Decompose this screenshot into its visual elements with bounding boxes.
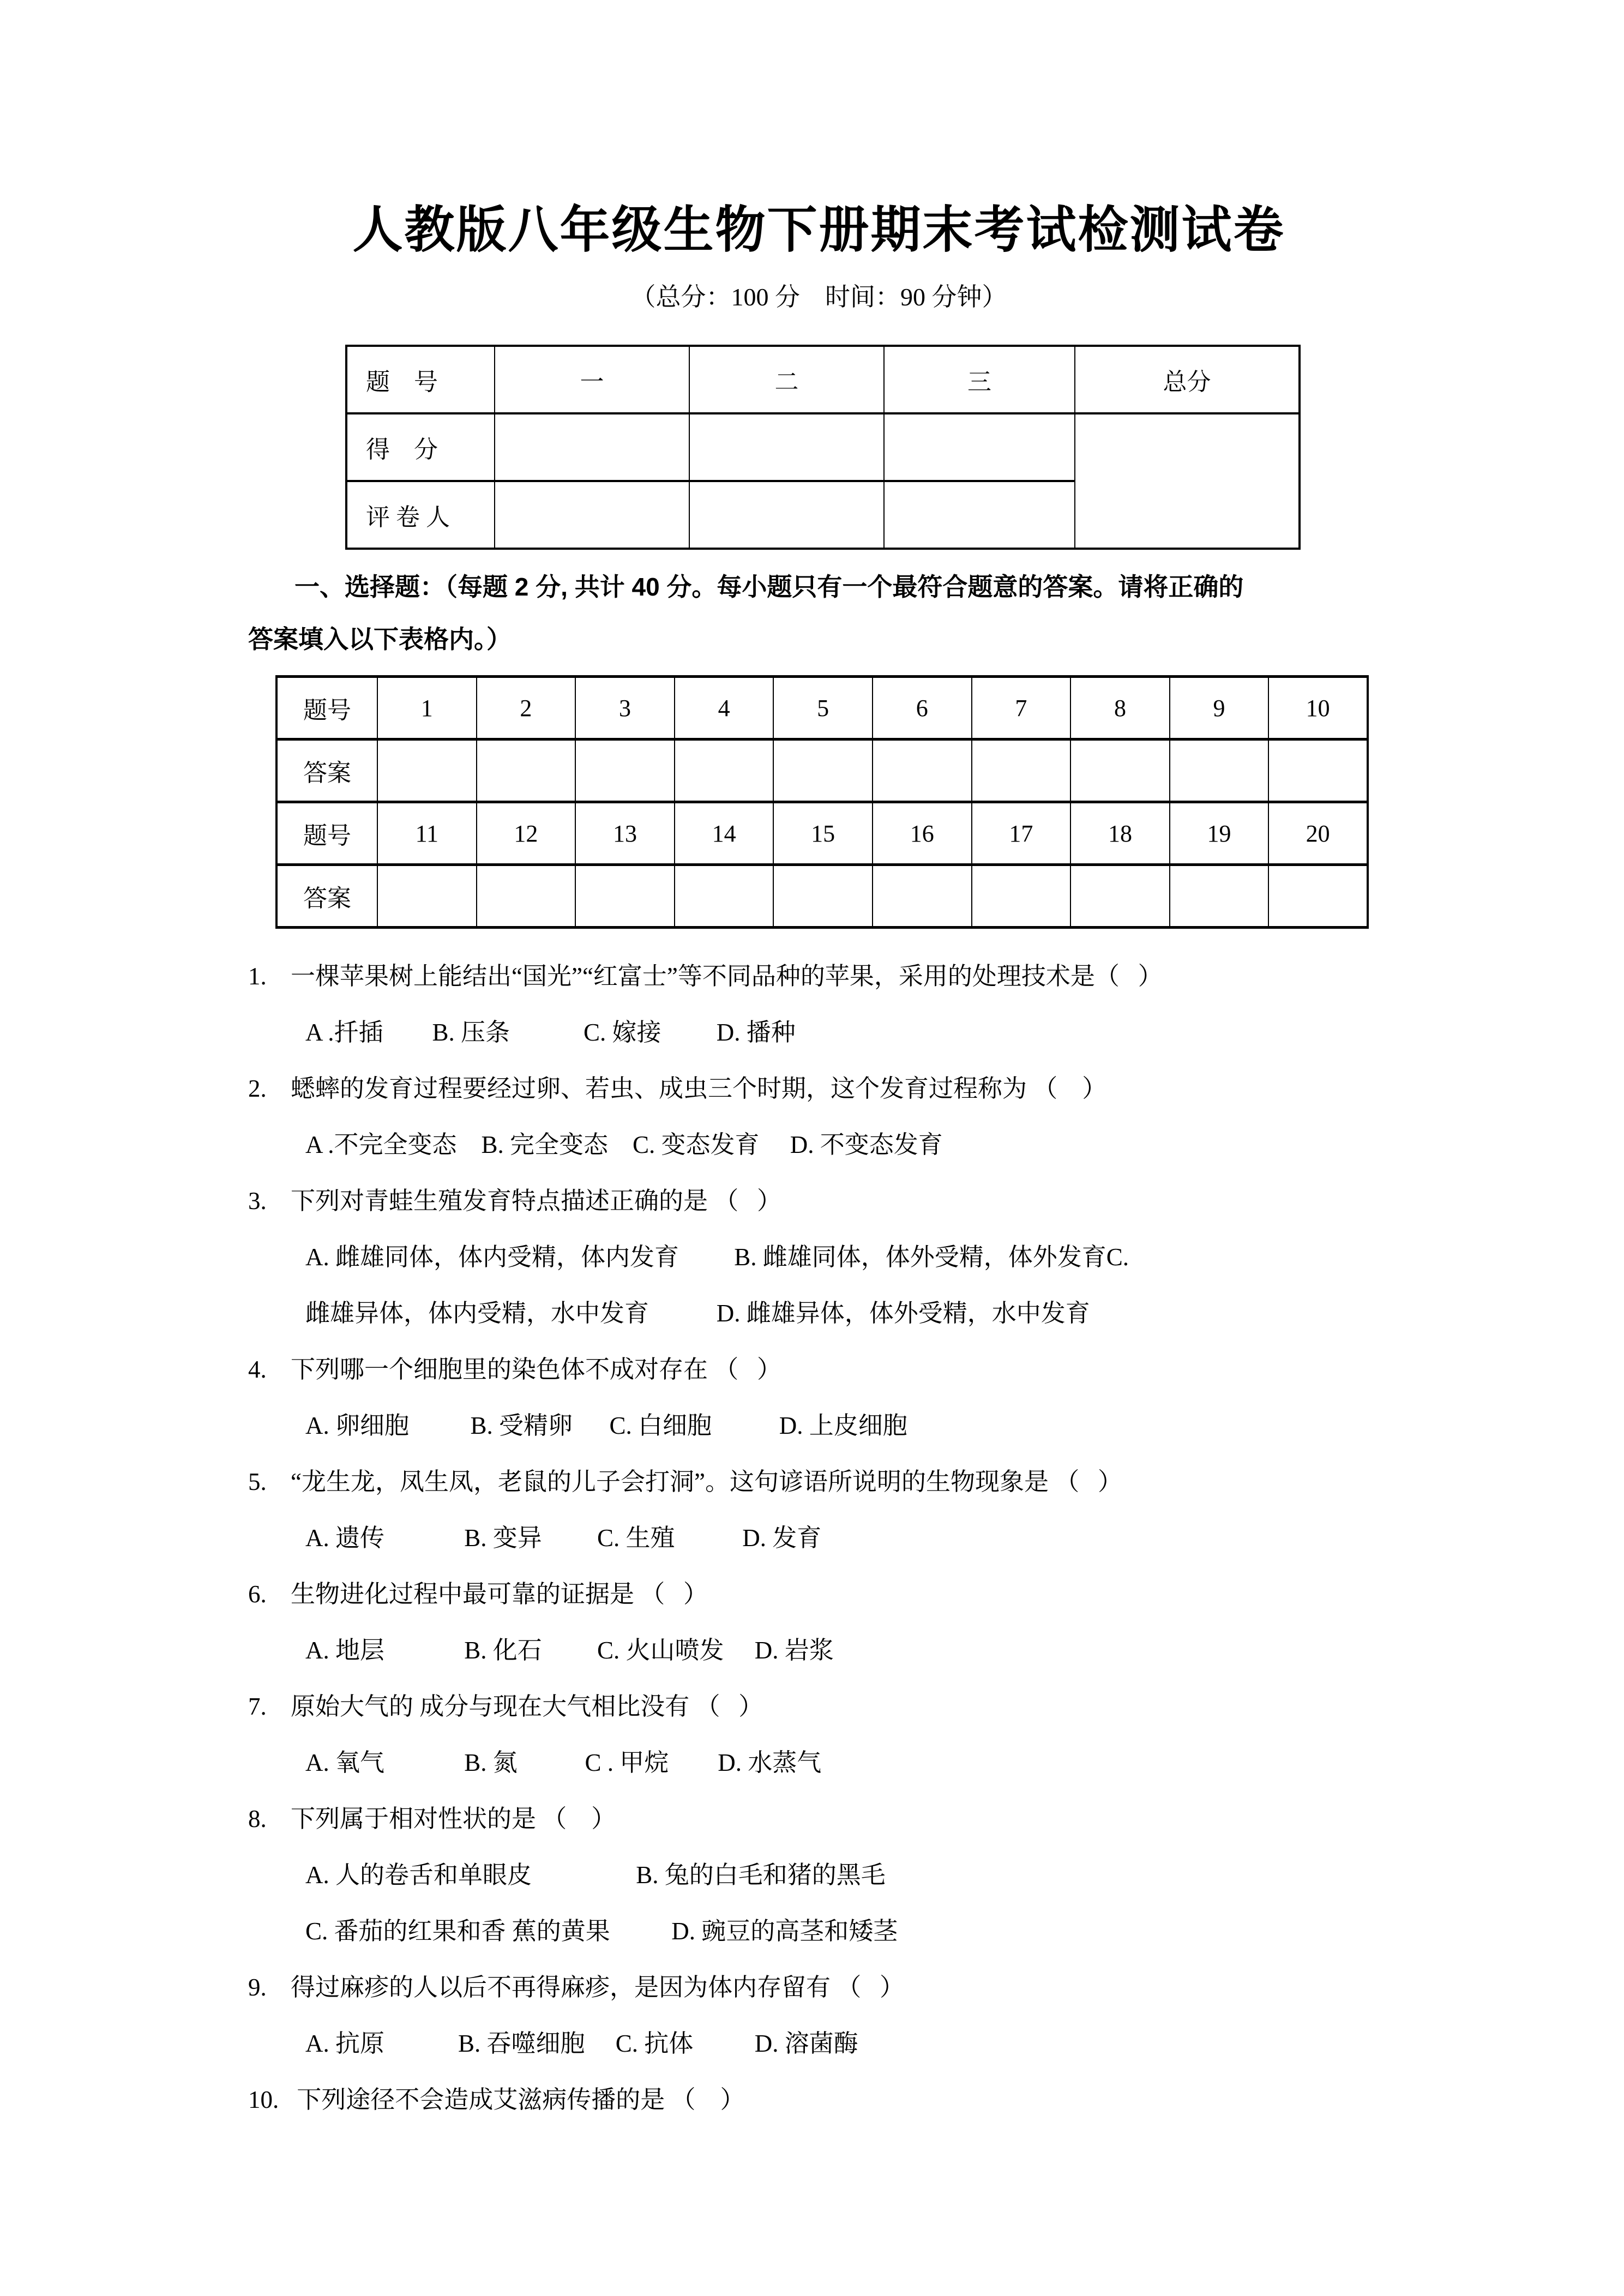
option-line: A. 遗传 B. 变异 C. 生殖 D. 发育 (305, 1524, 822, 1552)
question-number-cell: 20 (1268, 802, 1368, 865)
answer-blank-cell (1070, 865, 1170, 928)
answer-blank-cell (972, 740, 1071, 802)
score-table (345, 345, 1301, 550)
answer-blank-cell (377, 740, 477, 802)
option-line: 雌雄异体，体内受精，水中发育 D. 雌雄异体，体外受精，水中发育 (305, 1300, 1090, 1327)
question-number: 6. (248, 1580, 267, 1608)
score-table-header-row (346, 346, 1300, 413)
answer-blank-cell (1170, 865, 1269, 928)
option-line: A. 氧气 B. 氮 C . 甲烷 D. 水蒸气 (305, 1749, 822, 1776)
answer-blank-cell (1268, 740, 1368, 802)
score-cell-empty (884, 481, 1075, 549)
option-line: A. 卵细胞 B. 受精卵 C. 白细胞 D. 上皮细胞 (305, 1412, 907, 1439)
question-number-cell: 12 (477, 802, 576, 865)
question-text: 生物进化过程中最可靠的证据是 （ ） (291, 1580, 708, 1608)
answer-table-number-row-2 (276, 802, 1368, 865)
score-cell-empty (495, 481, 689, 549)
question-number: 5. (248, 1468, 267, 1495)
option-line: A. 人的卷舌和单眼皮 B. 兔的白毛和猪的黑毛 (305, 1861, 886, 1889)
question-number-cell: 11 (377, 802, 477, 865)
answer-blank-cell (773, 740, 873, 802)
question-3 (248, 1173, 1390, 1342)
question-number-cell: 17 (972, 802, 1071, 865)
score-header-total: 总分 (1075, 346, 1300, 413)
question-text: 下列属于相对性状的是 （ ） (291, 1805, 616, 1832)
answer-blank-cell (1268, 865, 1368, 928)
answer-blank-cell (1170, 740, 1269, 802)
question-text: 蟋蟀的发育过程要经过卵、若虫、成虫三个时期，这个发育过程称为 （ ） (291, 1075, 1107, 1102)
question-4 (248, 1342, 1390, 1454)
question-text: 原始大气的 成分与现在大气相比没有 （ ） (291, 1693, 763, 1720)
section-heading-line1: 一、选择题：（每题 2 分, 共计 40 分。每小题只有一个最符合题意的答案。请将正确的 (294, 573, 1244, 601)
answer-table-answer-row-1 (276, 740, 1368, 802)
score-cell-empty (495, 413, 689, 481)
question-number: 8. (248, 1805, 267, 1832)
question-10 (248, 2072, 1390, 2128)
score-label-pingjuanren: 评 卷 人 (346, 481, 495, 549)
score-cell-empty (884, 413, 1075, 481)
question-2 (248, 1061, 1390, 1173)
question-number-cell: 14 (675, 802, 774, 865)
answer-blank-cell (1070, 740, 1170, 802)
answer-blank-cell (477, 740, 576, 802)
question-number-cell: 3 (575, 677, 675, 740)
question-number-cell: 1 (377, 677, 477, 740)
question-number-cell: 7 (972, 677, 1071, 740)
question-9 (248, 1960, 1390, 2072)
question-number-cell: 4 (675, 677, 774, 740)
question-7 (248, 1679, 1390, 1791)
answer-blank-cell (873, 740, 972, 802)
question-number: 2. (248, 1075, 267, 1102)
answer-table-number-row-1 (276, 677, 1368, 740)
question-text: 下列哪一个细胞里的染色体不成对存在 （ ） (291, 1356, 782, 1383)
question-number: 9. (248, 1974, 267, 2001)
question-5 (248, 1454, 1390, 1566)
question-number-cell: 5 (773, 677, 873, 740)
answer-blank-cell (773, 865, 873, 928)
score-cell-empty (689, 481, 884, 549)
answer-blank-cell (377, 865, 477, 928)
question-number-cell: 2 (477, 677, 576, 740)
score-label-defen: 得 分 (346, 413, 495, 481)
page-subtitle: （总分：100 分 时间：90 分钟） (630, 283, 1007, 311)
answer-table-answer-row-2 (276, 865, 1368, 928)
question-text: 一棵苹果树上能结出“国光”“红富士”等不同品种的苹果，采用的处理技术是（ ） (291, 963, 1163, 990)
question-list (248, 948, 1390, 2128)
question-number-cell: 18 (1070, 802, 1170, 865)
question-number: 3. (248, 1187, 267, 1215)
answer-blank-cell (575, 865, 675, 928)
score-cell-empty (689, 413, 884, 481)
answer-blank-cell (873, 865, 972, 928)
option-line: A .扦插 B. 压条 C. 嫁接 D. 播种 (305, 1019, 796, 1046)
section-one-heading (248, 561, 1390, 665)
question-number-cell: 15 (773, 802, 873, 865)
question-number-cell: 13 (575, 802, 675, 865)
score-table-defen-row (346, 413, 1300, 481)
question-number: 4. (248, 1356, 267, 1383)
question-number-cell: 8 (1070, 677, 1170, 740)
answer-blank-cell (972, 865, 1071, 928)
score-header-part3: 三 (884, 346, 1075, 413)
answer-blank-cell (675, 865, 774, 928)
question-text: 得过麻疹的人以后不再得麻疹，是因为体内存留有 （ ） (291, 1974, 905, 2001)
option-line: A. 雌雄同体，体内受精，体内发育 B. 雌雄同体，体外受精，体外发育C. (305, 1243, 1129, 1271)
answer-table-number-label: 题号 (276, 802, 377, 865)
question-text: “龙生龙，凤生凤，老鼠的儿子会打洞”。这句谚语所说明的生物现象是 （ ） (291, 1468, 1122, 1495)
score-header-tihao: 题 号 (346, 346, 495, 413)
option-line: C. 番茄的红果和香 蕉的黄果 D. 豌豆的高茎和矮茎 (305, 1918, 898, 1945)
answer-table-answer-label: 答案 (276, 865, 377, 928)
question-1 (248, 948, 1390, 1061)
answer-blank-cell (477, 865, 576, 928)
page-title: 人教版八年级生物下册期末考试检测试卷 (352, 202, 1285, 258)
question-number-cell: 16 (873, 802, 972, 865)
question-number-cell: 10 (1268, 677, 1368, 740)
option-line: A. 抗原 B. 吞噬细胞 C. 抗体 D. 溶菌酶 (305, 2030, 858, 2057)
question-number: 7. (248, 1693, 267, 1720)
answer-blank-cell (675, 740, 774, 802)
score-cell-total-merged (1075, 413, 1300, 549)
question-8 (248, 1791, 1390, 1960)
score-header-part2: 二 (689, 346, 884, 413)
score-header-part1: 一 (495, 346, 689, 413)
question-number-cell: 19 (1170, 802, 1269, 865)
question-number-cell: 6 (873, 677, 972, 740)
section-heading-line2: 答案填入以下表格内。） (248, 625, 512, 653)
question-number: 10. (248, 2086, 279, 2113)
option-line: A .不完全变态 B. 完全变态 C. 变态发育 D. 不变态发育 (305, 1131, 943, 1158)
question-text: 下列途径不会造成艾滋病传播的是 （ ） (291, 2086, 745, 2113)
question-text: 下列对青蛙生殖发育特点描述正确的是 （ ） (291, 1187, 782, 1215)
option-line: A. 地层 B. 化石 C. 火山喷发 D. 岩浆 (305, 1637, 834, 1664)
question-number-cell: 9 (1170, 677, 1269, 740)
question-6 (248, 1566, 1390, 1679)
question-number: 1. (248, 963, 267, 990)
answer-blank-cell (575, 740, 675, 802)
answer-table-answer-label: 答案 (276, 740, 377, 802)
answer-table-number-label: 题号 (276, 677, 377, 740)
answer-sheet-table (275, 675, 1369, 929)
